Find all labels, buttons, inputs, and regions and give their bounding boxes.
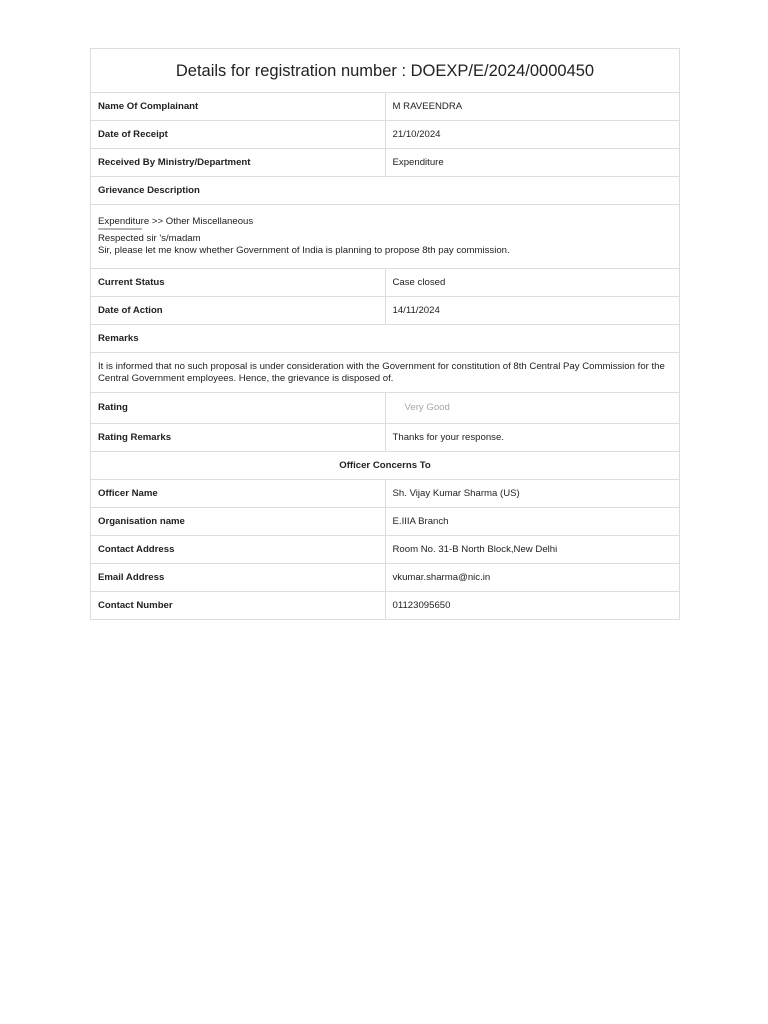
email-address-label: Email Address xyxy=(91,564,386,592)
date-of-receipt-value: 21/10/2024 xyxy=(385,121,680,149)
email-address-value: vkumar.sharma@nic.in xyxy=(385,564,680,592)
grievance-salutation: Respected sir 's/madam xyxy=(98,233,201,244)
officer-section-heading: Officer Concerns To xyxy=(91,452,680,480)
current-status-value: Case closed xyxy=(385,269,680,297)
table-row xyxy=(91,269,680,297)
table-row xyxy=(91,536,680,564)
grievance-separator: ================== xyxy=(98,227,142,233)
officer-name-value: Sh. Vijay Kumar Sharma (US) xyxy=(385,480,680,508)
table-row xyxy=(91,149,680,177)
title-row xyxy=(91,49,680,93)
rating-remarks-label: Rating Remarks xyxy=(91,424,386,452)
date-of-action-label: Date of Action xyxy=(91,297,386,325)
rating-remarks-value: Thanks for your response. xyxy=(385,424,680,452)
grievance-body: Sir, please let me know whether Government of India is planning to propose 8th pay commission. xyxy=(98,245,510,256)
date-of-action-value: 14/11/2024 xyxy=(385,297,680,325)
table-row xyxy=(91,393,680,424)
table-row xyxy=(91,297,680,325)
table-row xyxy=(91,121,680,149)
grievance-header-row xyxy=(91,177,680,205)
complainant-name-label: Name Of Complainant xyxy=(91,93,386,121)
table-row xyxy=(91,564,680,592)
table-row xyxy=(91,424,680,452)
received-by-label: Received By Ministry/Department xyxy=(91,149,386,177)
complainant-name-value: M RAVEENDRA xyxy=(385,93,680,121)
grievance-description-label: Grievance Description xyxy=(91,177,680,205)
current-status-label: Current Status xyxy=(91,269,386,297)
contact-number-value: 01123095650 xyxy=(385,592,680,620)
rating-value: Very Good xyxy=(385,393,680,424)
date-of-receipt-label: Date of Receipt xyxy=(91,121,386,149)
officer-section-row xyxy=(91,452,680,480)
remarks-label: Remarks xyxy=(91,325,680,353)
table-row xyxy=(91,93,680,121)
organisation-name-value: E.IIIA Branch xyxy=(385,508,680,536)
page-title: Details for registration number : DOEXP/E/2024/0000450 xyxy=(91,49,680,93)
contact-address-label: Contact Address xyxy=(91,536,386,564)
grievance-description-text xyxy=(91,205,680,269)
grievance-category: Expenditure >> Other Miscellaneous xyxy=(98,216,254,227)
table-row xyxy=(91,592,680,620)
organisation-name-label: Organisation name xyxy=(91,508,386,536)
remarks-row xyxy=(91,353,680,393)
table-row xyxy=(91,480,680,508)
contact-address-value: Room No. 31-B North Block,New Delhi xyxy=(385,536,680,564)
officer-name-label: Officer Name xyxy=(91,480,386,508)
received-by-value: Expenditure xyxy=(385,149,680,177)
grievance-description-row xyxy=(91,205,680,269)
table-row xyxy=(91,508,680,536)
rating-label: Rating xyxy=(91,393,386,424)
remarks-text: It is informed that no such proposal is under consideration with the Government for constitution of 8th Central Pay Commission for the Central Government employees. Hence, the grievance is disposed of. xyxy=(91,353,680,393)
grievance-details-sheet xyxy=(90,48,680,620)
contact-number-label: Contact Number xyxy=(91,592,386,620)
remarks-header-row xyxy=(91,325,680,353)
details-table xyxy=(90,48,680,620)
